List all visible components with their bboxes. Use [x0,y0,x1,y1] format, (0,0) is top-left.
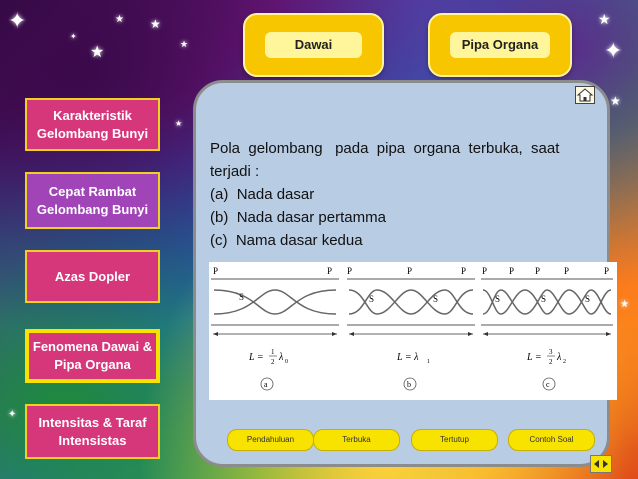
equation-a-den: 2 [271,358,275,366]
star-decoration: ★ [175,119,183,128]
wave-panel-b [347,266,475,390]
star-decoration: ✦ [70,32,77,41]
list-marker: (c) [210,232,228,249]
sidebar-item-label: Gelombang Bunyi [36,201,149,217]
content-paragraph: terjadi : [210,163,260,180]
caption-a: a [264,380,268,389]
tab-dawai[interactable] [243,13,384,77]
list-item [210,206,602,229]
label-s: S [541,294,547,304]
tab-label: Pipa Organa [450,32,550,58]
label-s: S [495,294,501,304]
label-s: S [433,294,439,304]
label-s: S [369,294,375,304]
label-p: P [604,266,610,276]
nav-arrows-icon[interactable] [590,455,612,473]
list-text: Nada dasar pertamma [236,209,386,226]
equation-c-sub: 2 [563,359,566,365]
list-item [210,183,602,206]
star-decoration: ★ [620,299,629,310]
star-decoration: ★ [598,11,611,27]
label-p: P [327,266,333,276]
sidebar-item-label: Intensistas [58,432,127,448]
equation-c-num: 3 [549,348,553,356]
label-s: S [239,292,245,302]
label-p: P [347,266,353,276]
sidebar-item-label: Intensitas & Taraf [38,414,147,430]
star-decoration: ✦ [8,8,27,33]
caption-b: b [407,380,411,389]
list-text: Nama dasar kedua [235,232,363,249]
list-marker: (b) [210,209,229,226]
list-text: Nada dasar [236,186,315,203]
equation-b-sub: 1 [427,359,430,365]
equation-c-sym: λ [557,352,562,363]
wave-panel-c [481,266,613,390]
label-p: P [509,266,515,276]
tab-pipa-organa[interactable] [428,13,572,77]
equation-c: L = [527,352,542,363]
star-decoration: ★ [610,94,621,108]
sidebar-item-label: Gelombang Bunyi [36,125,149,141]
wave-panel-a [211,266,339,390]
nav-button-terbuka[interactable]: Terbuka [313,429,400,451]
equation-a: L = [249,352,264,363]
sidebar-item-label: Azas Dopler [54,268,131,284]
home-icon[interactable] [575,86,595,104]
content-paragraph: Pola gelombang pada pipa organa terbuka, saat [210,140,560,157]
standing-wave-diagram [209,262,617,400]
star-decoration: ★ [180,39,189,49]
star-decoration: ✦ [8,409,17,420]
sidebar-item-intensitas[interactable] [25,404,160,459]
standing-wave-figure [209,262,617,400]
sidebar-item-cepat-rambat[interactable] [25,172,160,229]
star-decoration: ✦ [604,38,623,63]
equation-a-sym: λ [279,352,284,363]
equation-a-sub: 0 [285,359,288,365]
label-p: P [213,266,219,276]
sidebar-item-karakteristik[interactable] [25,98,160,151]
sidebar-item-label: Pipa Organa [54,357,131,372]
sidebar-item-inner [29,333,156,379]
nav-button-pendahuluan[interactable]: Pendahuluan [227,429,314,451]
star-decoration: ★ [115,14,124,25]
nav-button-tertutup[interactable]: Tertutup [411,429,498,451]
caption-c: c [546,380,550,389]
label-p: P [564,266,570,276]
equation-c-den: 2 [549,358,553,366]
label-s: S [585,294,591,304]
tab-label: Dawai [265,32,362,58]
sidebar-item-label: Fenomena Dawai & [32,339,153,354]
equation-a-num: 1 [271,348,275,356]
nav-button-contoh-soal[interactable]: Contoh Soal [508,429,595,451]
label-p: P [461,266,467,276]
sidebar-item-label: Cepat Rambat [48,183,137,199]
label-p: P [482,266,488,276]
home-icon-glyph [576,87,594,103]
label-p: P [535,266,541,276]
list-marker: (a) [210,186,229,203]
equation-b: L = λ [397,352,419,363]
star-decoration: ★ [90,44,105,61]
label-p: P [407,266,413,276]
sidebar-item-azas-dopler[interactable] [25,250,160,303]
content-text [210,137,602,252]
star-decoration: ★ [150,17,161,31]
list-item [210,229,602,252]
sidebar-item-fenomena[interactable] [25,329,160,383]
sidebar-item-label: Karakteristik [53,107,132,123]
nav-arrows-glyph [591,456,611,472]
